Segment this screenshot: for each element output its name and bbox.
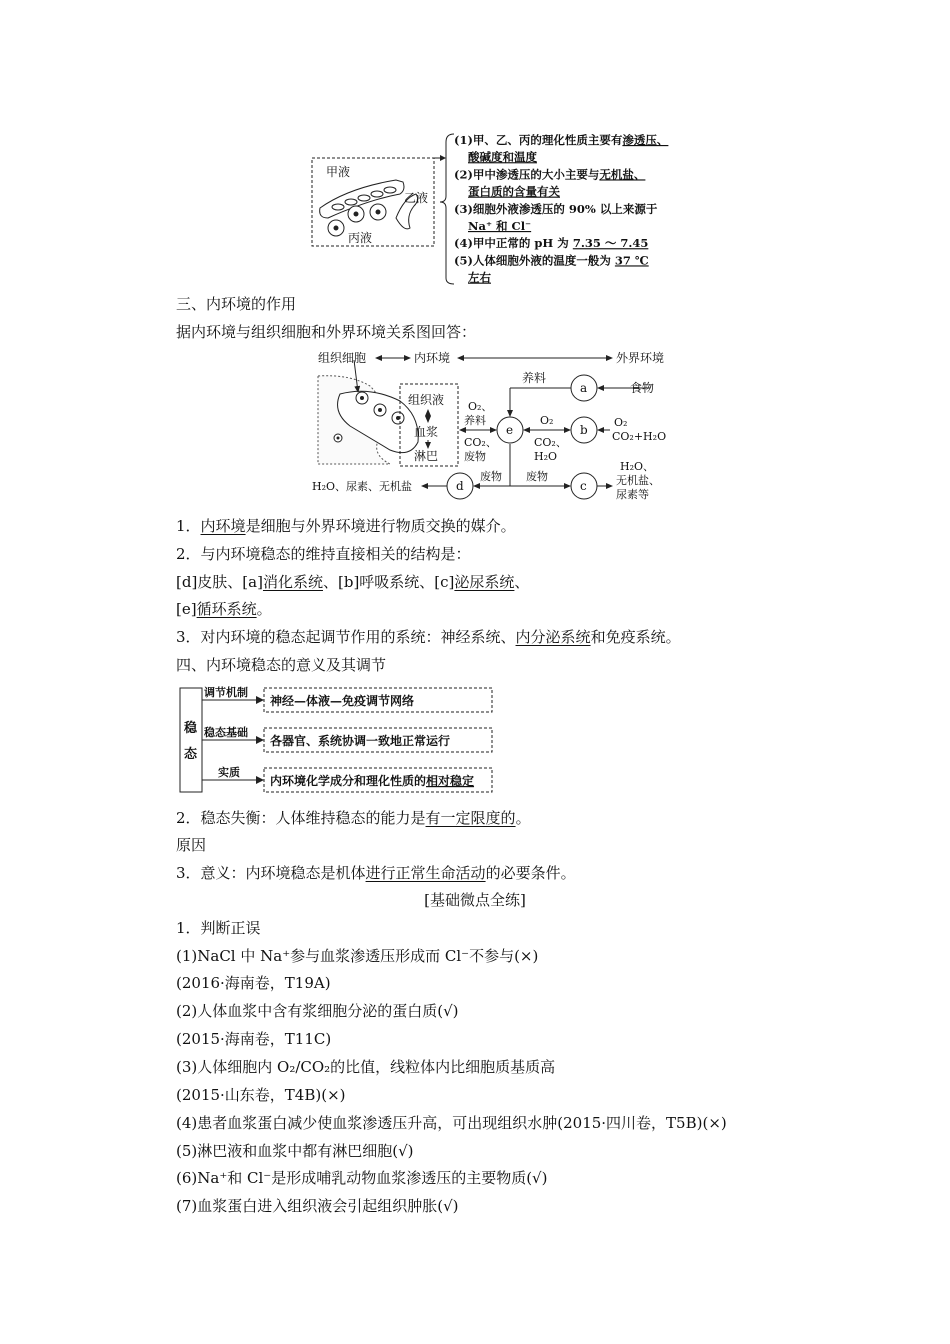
svg-text:O₂: O₂ xyxy=(540,414,554,427)
svg-text:养料: 养料 xyxy=(464,414,486,427)
homeostasis-diagram xyxy=(176,684,506,800)
svg-text:各器官、系统协调一致地正常运行: 各器官、系统协调一致地正常运行 xyxy=(270,734,451,748)
item-2a: [d]皮肤、[a]消化系统、[b]呼吸系统、[c]泌尿系统、 xyxy=(176,573,530,591)
item-cause: 原因 xyxy=(176,836,207,854)
fluid-diagram xyxy=(308,128,688,288)
fluid-note-line: 左右 xyxy=(468,270,491,285)
judge-line: (2016·海南卷，T19A) xyxy=(176,974,331,992)
jia-label: 甲液 xyxy=(326,165,351,179)
circle-e: e xyxy=(506,423,514,437)
judge-line: (4)患者血浆蛋白减少使血浆渗透压升高，可出现组织水肿(2015·四川卷，T5B)(×) xyxy=(176,1114,727,1132)
svg-text:废物: 废物 xyxy=(526,470,548,483)
bing-label: 丙液 xyxy=(348,231,373,245)
svg-text:态: 态 xyxy=(184,747,198,762)
fluid-note-line: 酸碱度和温度 xyxy=(468,150,537,165)
svg-text:CO₂、: CO₂、 xyxy=(534,436,567,449)
svg-text:H₂O、: H₂O、 xyxy=(620,460,655,473)
tissue-fluid-label: 组织液 xyxy=(408,393,445,407)
svg-text:尿素等: 尿素等 xyxy=(616,488,649,501)
judge-line: (2015·海南卷，T11C) xyxy=(176,1030,332,1048)
fluid-note-line: (5)人体细胞外液的温度一般为 37 ℃ xyxy=(454,253,649,268)
practice-header: [基础微点全练] xyxy=(424,891,526,909)
circle-c: c xyxy=(580,479,587,493)
svg-text:稳态基础: 稳态基础 xyxy=(204,726,248,739)
section-3-intro: 据内环境与组织细胞和外界环境关系图回答： xyxy=(176,323,477,341)
exchange-diagram xyxy=(310,346,680,504)
fluid-note-line: (2)甲中渗透压的大小主要与无机盐、 xyxy=(454,167,646,182)
tissue-cell-label: 组织细胞 xyxy=(318,351,367,365)
judge-line: (7)血浆蛋白进入组织液会引起组织肿胀(√) xyxy=(176,1197,459,1215)
item-meaning: 3．意义：内环境稳态是机体进行正常生命活动的必要条件。 xyxy=(176,864,576,882)
judge-line: (5)淋巴液和血浆中都有淋巴细胞(√) xyxy=(176,1142,414,1160)
section-3-title: 三、内环境的作用 xyxy=(176,295,297,313)
yi-label: 乙液 xyxy=(404,191,429,205)
fluid-note-line: (3)细胞外液渗透压的 90% 以上来源于 xyxy=(454,201,658,216)
judge-line: (2)人体血浆中含有浆细胞分泌的蛋白质(√) xyxy=(176,1002,459,1020)
item-3: 3．对内环境的稳态起调节作用的系统：神经系统、内分泌系统和免疫系统。 xyxy=(176,628,681,646)
lymph-label: 淋巴 xyxy=(414,449,439,463)
svg-text:调节机制: 调节机制 xyxy=(204,686,248,699)
nutrient-top: 养料 xyxy=(522,371,547,385)
item-1: 1．内环境是细胞与外界环境进行物质交换的媒介。 xyxy=(176,517,516,535)
svg-text:废物: 废物 xyxy=(464,450,486,463)
circle-b: b xyxy=(580,423,588,437)
svg-text:H₂O、尿素、无机盐: H₂O、尿素、无机盐 xyxy=(312,480,413,493)
judge-line: (3)人体细胞内 O₂/CO₂的比值，线粒体内比细胞质基质高 xyxy=(176,1058,556,1076)
plasma-label: 血浆 xyxy=(414,425,439,439)
section-4-title: 四、内环境稳态的意义及其调节 xyxy=(176,656,387,674)
svg-text:CO₂、: CO₂、 xyxy=(464,436,497,449)
judge-line: (1)NaCl 中 Na⁺参与血浆渗透压形成而 Cl⁻不参与(×) xyxy=(176,947,539,965)
fluid-note-line: Na⁺ 和 Cl⁻ xyxy=(468,219,532,233)
svg-text:内环境化学成分和理化性质的相对稳定: 内环境化学成分和理化性质的相对稳定 xyxy=(270,774,475,788)
svg-text:稳: 稳 xyxy=(184,721,198,736)
svg-text:H₂O: H₂O xyxy=(534,450,558,463)
judge-line: (2015·山东卷，T4B)(×) xyxy=(176,1086,346,1104)
judge-line: (6)Na⁺和 Cl⁻是形成哺乳动物血浆渗透压的主要物质(√) xyxy=(176,1169,548,1187)
svg-text:神经—体液—免疫调节网络: 神经—体液—免疫调节网络 xyxy=(270,694,415,708)
item-2b: [e]循环系统。 xyxy=(176,600,272,618)
item-2: 2．与内环境稳态的维持直接相关的结构是： xyxy=(176,545,471,563)
svg-text:O₂、: O₂、 xyxy=(468,400,493,413)
svg-text:无机盐、: 无机盐、 xyxy=(616,474,660,487)
fluid-note-line: (1)甲、乙、丙的理化性质主要有渗透压、 xyxy=(454,133,669,147)
svg-text:实质: 实质 xyxy=(218,766,240,779)
inner-env-label: 内环境 xyxy=(414,351,451,365)
svg-text:废物: 废物 xyxy=(480,470,502,483)
fluid-note-line: (4)甲中正常的 pH 为 7.35 ～ 7.45 xyxy=(454,236,649,251)
judge-line: 1．判断正误 xyxy=(176,919,261,937)
food-label: 食物 xyxy=(630,381,655,395)
svg-text:CO₂+H₂O: CO₂+H₂O xyxy=(612,430,667,443)
outer-env-label: 外界环境 xyxy=(616,351,665,365)
item-stability-loss: 2．稳态失衡：人体维持稳态的能力是有一定限度的。 xyxy=(176,809,531,827)
svg-text:O₂: O₂ xyxy=(614,416,628,429)
fluid-note-line: 蛋白质的含量有关 xyxy=(468,184,560,199)
circle-a: a xyxy=(580,381,588,395)
circle-d: d xyxy=(456,479,464,493)
